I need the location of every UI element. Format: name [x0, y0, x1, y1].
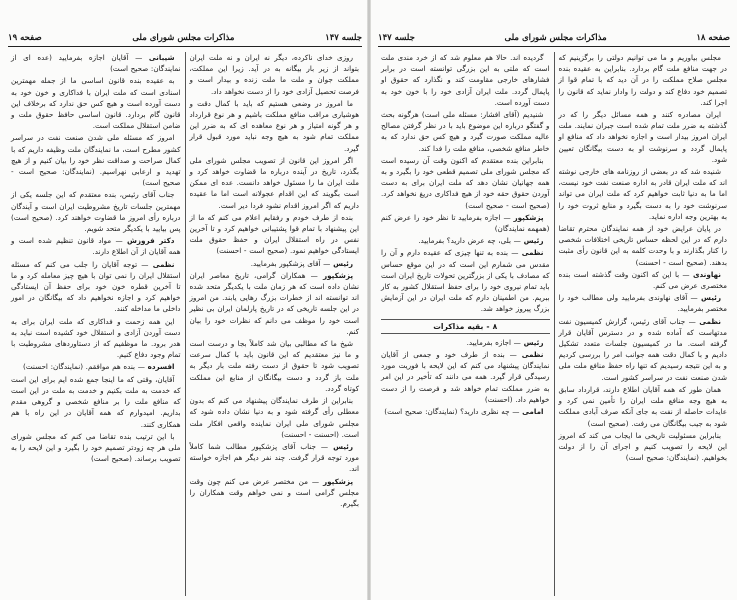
speaker-name: رئیس	[333, 441, 353, 451]
paragraph	[381, 337, 550, 348]
paragraph-text: جناب آقای رئیس، بنده معتقدم که این جلسه یکی از مهمترین جلسات تاریخ مشروطیت ایران است و آیندگان درباره رأی امروز ما قضاوت خواهند کرد. (صحیح است) پس بیایید با یکدیگر متحد شویم.	[11, 190, 181, 234]
paragraph	[559, 292, 728, 314]
speaker-name: نظمی	[699, 316, 721, 326]
paragraph	[190, 98, 360, 154]
paragraph-text: همان طور که همه آقایان اطلاع دارند، قرارداد سابق به هیچ وجه منافع ملت ایران را تأمین نمی کرد و عایدات حاصله از نفت به جای آنکه صرف آبادی مملکت شود به جیب بیگانگان می رفت. (صحیح است)	[558, 384, 727, 428]
speaker-name: امامی	[522, 407, 544, 417]
paragraph-text: به عقیده بنده قانون اساسی ما از جمله مهمترین اسنادی است که ملت ایران با فداکاری و خون خود به دست آورده است و هیچ کس حق ندارد که برخلاف این قانون گام بردارد. قانون اساسی حافظ حقوق ملت و ضامن استقلال مملکت است.	[11, 76, 181, 131]
paragraph-text: این همه زحمت و فداکاری که ملت ایران برای به دست آوردن آزادی و استقلال خود کشیده است نباید به هدر برود. ما موظفیم که از دستاوردهای مشروطیت با تمام وجود دفاع کنیم.	[11, 316, 181, 360]
paragraph-text: بنابراین بنده معتقدم که اکنون وقت آن رسیده است که مجلس شورای ملی تصمیم قطعی خود را بگیرد و به همه جهانیان نشان دهد که ملت ایران برای به دست آوردن حقوق حقه خود از هیچ فداکاری دریغ نخواهد کرد. (صحیح است - صحیح است)	[381, 155, 550, 210]
paragraph-text: — مواد قانون تنظیم شده است و همه آقایان از آن اطلاع دارند.	[11, 236, 181, 257]
paragraph	[381, 406, 550, 417]
paragraph	[190, 270, 360, 337]
paragraph-text: — توجه آقایان را جلب می کنم که مسئله استقلال ایران را نمی توان با هیچ چیز معامله کرد و ما تا آخرین قطره خون خود برای حفظ آن ایستادگی خواهیم کرد و اجازه نخواهیم داد که بیگانگان در امور داخلی ما مداخله کنند.	[11, 259, 181, 314]
left-journal-title: مذاکرات مجلس شورای ملی	[132, 33, 235, 43]
paragraph	[559, 430, 728, 464]
paragraph-text: — با این که اکنون وقت گذشته است بنده مختصری عرض می کنم.	[558, 269, 727, 291]
paragraph-text: — آقایان اجازه بفرمایید (عده ای از نمایندگان: صحیح است)	[11, 53, 181, 74]
paragraph	[559, 269, 728, 291]
paragraph	[11, 259, 181, 315]
left-column-1	[187, 52, 363, 596]
paragraph-text: شیخ ما که مطالبی بیان شد کاملاً بجا و درست است و ما نیز معتقدیم که این قانون باید با کمال سرعت تصویب شود تا حقوق از دست رفته ملت بار دیگر به ملت باز گردد و دست بیگانگان از منابع این مملکت کوتاه گردد.	[189, 339, 359, 393]
paragraph	[190, 155, 360, 211]
paragraph	[190, 395, 360, 440]
speaker-name: نهاوندی	[692, 269, 721, 279]
paragraph	[11, 235, 181, 257]
right-session-label: جلسه ۱۴۷	[378, 33, 415, 43]
right-page	[370, 0, 737, 600]
paragraph	[190, 441, 360, 475]
paragraph-text: — جناب آقای رئیس، گزارش کمیسیون نفت مدتهاست که آماده شده و در دسترس آقایان قرار گرفته است. ما در کمیسیون جلسات متعدد تشکیل دادیم و با کمال دقت همه جوانب امر را بررسی کردیم و به این نتیجه رسیدیم که تنها راه حفظ منافع ملت ملی شدن صنعت نفت در سراسر کشور است.	[558, 316, 727, 382]
right-page-number: صفحه ۱۸	[696, 33, 730, 43]
paragraph	[381, 235, 550, 246]
paragraph	[11, 374, 181, 430]
paragraph-text: — من مختصر عرض می کنم چون وقت مجلس گرامی است و نمی خواهم وقت همکاران را بگیرم.	[189, 476, 359, 508]
paragraph-text: اگر امروز این قانون از تصویب مجلس شورای ملی بگذرد، تاریخ در آینده درباره ما قضاوت خواهد کرد و ملت ایران ما را مسئول خواهد دانست. عده ای ممکن است بگویند که این اقدام عجولانه است اما ما عقیده داریم که اگر امروز اقدام نشود فردا دیر است.	[189, 155, 359, 210]
speaker-name: رئیس	[523, 337, 544, 347]
paragraph-text: آقایان، وقتی که ما اینجا جمع شده ایم برای این است که خدمت به ملت بکنیم و خدمت به ملت در این است که منافع ملت را بر منافع شخصی و گروهی مقدم بداریم. امیدوارم که همه آقایان در این راه با هم همکاری کنند.	[11, 374, 181, 429]
left-column-2	[8, 52, 184, 596]
paragraph-text: — جناب آقای پزشکپور مطالب شما کاملاً مورد توجه قرار گرفت. چند نفر دیگر هم اجازه خواسته اند.	[189, 441, 359, 474]
left-column-divider	[185, 52, 186, 596]
section-heading: ۸ - بقیه مذاکرات	[381, 319, 550, 334]
paragraph-text: بنابراین مسئولیت تاریخی ما ایجاب می کند که امروز این لایحه را تصویب کنیم و اجرای آن را از دولت بخواهیم. (نمایندگان: صحیح است)	[558, 430, 727, 463]
paragraph-text: — اجازه بفرمایید.	[466, 337, 521, 347]
paragraph-text: — بلی، چه عرض دارید؟ بفرمایید.	[418, 236, 521, 246]
paragraph-text: — بنده از طرف خود و جمعی از آقایان نمایندگان پیشنهاد می کنم که این لایحه با فوریت مورد رسیدگی قرار گیرد. همه می دانند که تأخیر در این امر به ضرر مملکت تمام خواهد شد و فرصت را از دست خواهیم داد. (احسنت)	[381, 350, 550, 404]
paragraph	[381, 52, 550, 108]
paragraph	[559, 109, 728, 165]
left-session-label: جلسه ۱۴۷	[325, 33, 362, 43]
speaker-name: پزشکپور	[323, 270, 354, 280]
speaker-name: پزشکپور	[513, 212, 544, 222]
paragraph	[190, 258, 360, 269]
paragraph	[11, 316, 181, 361]
right-column-1	[556, 52, 731, 596]
paragraph	[190, 338, 360, 394]
left-page	[0, 0, 368, 600]
paragraph-text: — بنده به تنها چیزی که عقیده دارم و آن را مقدس می شمارم این است که در این موقع حساس که مصادف با یکی از بزرگترین تحولات تاریخ ایران است باید تمام نیروی خود را برای حفظ استقلال کشور به کار ببریم. من اطمینان دارم که ملت ایران در این آزمایش بزرگ پیروز خواهد شد.	[381, 248, 550, 314]
left-text-columns	[8, 52, 362, 596]
paragraph	[559, 52, 728, 108]
speaker-name: شیبانی	[148, 53, 175, 62]
paragraph	[559, 316, 728, 383]
paragraph	[11, 52, 181, 74]
paragraph-text: گردیده اند. حالا هم معلوم شد که از خرد مندی ملت است که ملتی به این بزرگی توانسته است در برابر فشارهای خارجی مقاومت کند و نگذارد که حقوق او پایمال گردد. ملت ایران آزادی خود را با خون خود به دست آورده است.	[381, 53, 550, 107]
paragraph	[559, 166, 728, 222]
paragraph	[381, 212, 550, 234]
paragraph	[559, 384, 728, 429]
speaker-name: رئیس	[701, 293, 721, 303]
paragraph	[11, 132, 181, 188]
speaker-name: رئیس	[333, 258, 353, 268]
paragraph	[381, 247, 550, 314]
paragraph	[190, 476, 360, 510]
speaker-name: پزشکپور	[323, 476, 354, 486]
right-journal-title: مذاکرات مجلس شورای ملی	[504, 33, 607, 43]
right-column-2	[378, 52, 553, 596]
right-running-header	[378, 30, 730, 47]
paragraph-text: — آقای نهاوندی بفرمایید ولی مطالب خود را مختصر بفرمایید.	[558, 293, 727, 314]
paragraph-text: بنابراین از طرف نمایندگان پیشنهاد می کنم که بدون معطلی رأی گرفته شود و به دنیا نشان داده شود که مجلس شورای ملی ایران نماینده واقعی افکار ملت است. (احسنت - احسنت)	[189, 396, 359, 439]
paragraph	[559, 223, 728, 268]
paragraph-text: شنیده شد که در بعضی از روزنامه های خارجی نوشته اند که ملت ایران قادر به اداره صنعت نفت خود نیست، اما ما به دنیا ثابت خواهیم کرد که ملت ایران می تواند سرنوشت خود را به دست بگیرد و منابع ثروت خود را به بهترین وجه اداره نماید.	[558, 167, 727, 221]
paragraph-text: مجلس بیاوریم و ما می توانیم دولتی را برگزینیم که در جهت منافع ملت گام بردارد. بنابراین به عقیده بنده مجلس صلاح مملکت را در آن دید که با تمام قوا از تصمیم خود دفاع کند و دولت را وادار نماید که قانون را اجرا کند.	[558, 53, 727, 107]
left-page-number: صفحه ۱۹	[8, 33, 42, 43]
paragraph-text: — همکاران گرامی، تاریخ معاصر ایران نشان داده است که هر زمان ملت با یکدیگر متحد شده اند توانسته اند از خطرات بزرگ رهایی یابند. من امروز در این جلسه تاریخی که در تاریخ پارلمان ایران بی نظیر است خود را موظف می دانم که نظرات خود را بیان کنم.	[189, 270, 359, 336]
paragraph	[190, 52, 360, 97]
paragraph-text: در پایان عرایض خود از همه نمایندگان محترم تقاضا دارم که در این لحظه حساس تاریخی اختلافات شخصی را کنار بگذارند و با وحدت کلمه به این قانون رأی مثبت بدهند. (صحیح است - احسنت)	[558, 224, 727, 267]
speaker-name: دکتر فروزش	[126, 236, 175, 246]
paragraph	[381, 155, 550, 211]
paragraph-text: ما امروز در وضعی هستیم که باید با کمال دقت و هوشیاری مراقب منافع مملکت باشیم و هر نوع قرارداد و هر گونه امتیاز و هر نوع معاهده ای که به ضرر این مملکت تمام شود به هیچ وجه نباید مورد قبول قرار گیرد.	[189, 98, 359, 153]
speaker-name: نظمی	[521, 350, 544, 360]
paragraph	[11, 431, 181, 465]
paragraph-text: — آقای پزشکپور بفرمایید.	[250, 258, 331, 268]
paragraph-text: — چه نظری دارید؟ (نمایندگان: صحیح است)	[384, 407, 520, 417]
left-running-header	[8, 30, 362, 47]
paragraph	[11, 75, 181, 131]
speaker-name: رئیس	[523, 236, 544, 246]
speaker-name: افسرده	[147, 362, 175, 372]
right-column-divider	[554, 52, 555, 596]
right-text-columns	[378, 52, 730, 596]
speaker-name: نظمی	[152, 259, 175, 269]
paragraph-text: ایران مصادره کنند و همه مسائل دیگر را که در گذشته به ضرر ملت تمام شده است جبران نمایند. ملت ایران امروز بیدار است و اجازه نخواهد داد که منافع او پایمال گردد و سرنوشت او به دست بیگانگان تعیین شود.	[558, 110, 727, 164]
paragraph-text: روزی خدای ناکرده، دیگر نه ایران و نه ملت ایران بتواند از زیر بار بیگانه به در آید. زیرا این مملکت، مملکت جوان و ملت ما ملت زنده و بیدار است و فرصت تحصیل آزادی خود را از دست نخواهد داد.	[189, 53, 359, 96]
speaker-name: نظمی	[521, 248, 544, 258]
paragraph	[381, 109, 550, 154]
paragraph-text: — بنده هم موافقم. (نمایندگان: احسنت)	[23, 362, 145, 372]
paragraph-text: امروز که مسئله ملی شدن صنعت نفت در سراسر کشور مطرح است، ما نمایندگان ملت وظیفه داریم که با کمال صراحت و صداقت نظر خود را بیان کنیم و از هیچ تهدید و ارعابی نهراسیم. (نمایندگان: صحیح است - صحیح است)	[11, 133, 181, 188]
paragraph-text: با این ترتیب بنده تقاضا می کنم که مجلس شورای ملی هر چه زودتر تصمیم خود را بگیرد و این لایحه را به تصویب برساند. (صحیح است)	[11, 431, 181, 464]
paragraph-text: — اجازه بفرمایید تا نظر خود را عرض کنم (همهمه نمایندگان)	[381, 212, 550, 234]
paragraph	[381, 349, 550, 405]
paragraph	[190, 212, 360, 257]
paragraph-text: شنیدیم (آقای افشار: مسئله ملی است) هرگونه بحث و گفتگو درباره این موضوع باید با در نظر گرفتن مصالح عالیه مملکت صورت گیرد و هیچ کس حق ندارد که به خاطر منافع شخصی، منافع ملت را فدا کند.	[381, 110, 550, 153]
paragraph	[11, 361, 181, 372]
paragraph-text: بنده از طرف خودم و رفقایم اعلام می کنم که ما از این پیشنهاد با تمام قوا پشتیبانی خواهیم کرد و تا آخرین نفس در راه استقلال ایران و حفظ حقوق ملت ایستادگی خواهیم نمود. (صحیح است - احسنت)	[189, 212, 359, 256]
paragraph	[11, 189, 181, 234]
